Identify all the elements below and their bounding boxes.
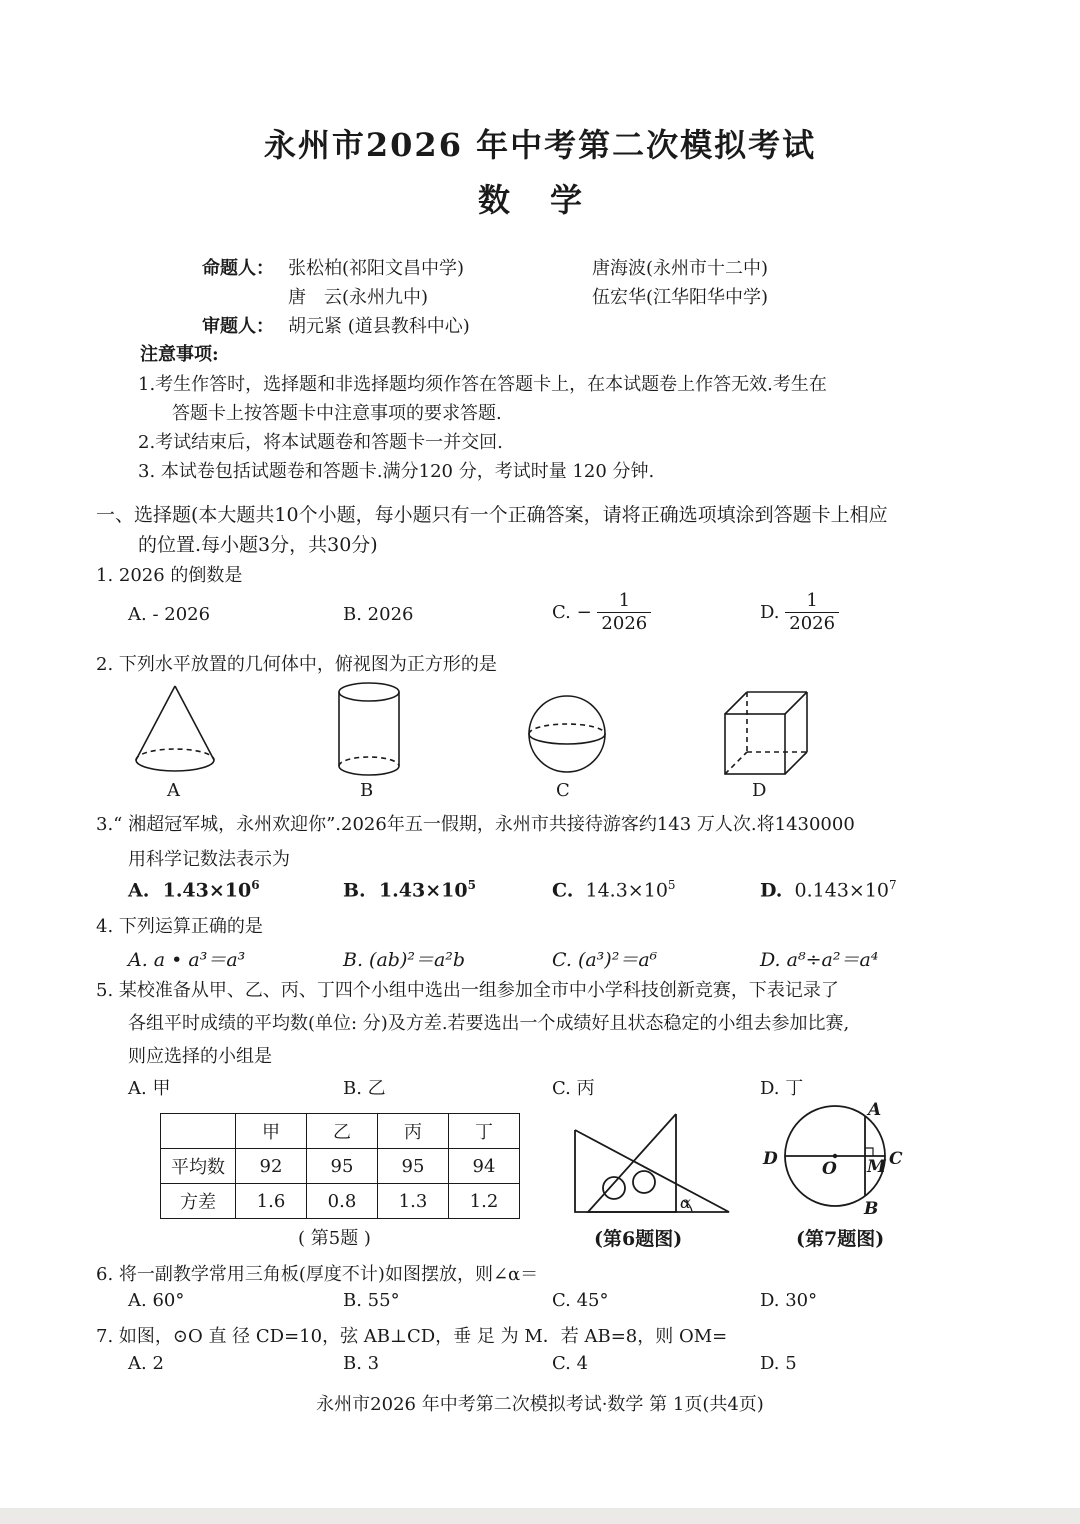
- alpha-label: α: [680, 1193, 691, 1212]
- q2-label-d: D: [752, 780, 767, 801]
- q4-stem: 4. 下列运算正确的是: [96, 916, 263, 937]
- table-cell: 丙: [378, 1114, 449, 1149]
- q5-stem-line-1: 5. 某校准备从甲、乙、丙、丁四个小组中选出一组参加全市中小学科技创新竞赛，下表记录了: [96, 980, 839, 1001]
- note-3: 3. 本试卷包括试题卷和答题卡.满分120 分，考试时量 120 分钟.: [138, 461, 655, 482]
- q3-stem-line-1: 3.“ 湘超冠军城，永州欢迎你”.2026年五一假期，永州市共接待游客约143 万人次.将1430000: [96, 814, 855, 835]
- q2-label-a: A: [167, 780, 180, 801]
- reviewer-label: 审题人：: [202, 316, 274, 337]
- q5-option-b: B. 乙: [343, 1078, 386, 1099]
- q3-option-d: [760, 878, 897, 901]
- fig7-caption: (第7题图): [796, 1228, 885, 1250]
- q1-d-numerator: 1: [806, 590, 818, 611]
- q3-a-label: A.: [128, 879, 150, 902]
- q1-c-fraction: [597, 590, 651, 635]
- fig6-set-squares: [566, 1108, 736, 1220]
- q6-option-b: B. 55°: [343, 1290, 400, 1311]
- fig7-circle-diagram: [758, 1096, 918, 1221]
- table-cell: 95: [307, 1149, 378, 1184]
- q7-option-c: C. 4: [552, 1353, 589, 1374]
- table-cell: 1.2: [449, 1184, 520, 1219]
- q3-option-b: [343, 878, 476, 901]
- fig6-caption: (第6题图): [594, 1228, 683, 1250]
- set-square-hole-1: [603, 1177, 625, 1199]
- q1-d-label: D.: [760, 602, 780, 623]
- q7-stem: 7. 如图，⊙O 直 径 CD=10，弦 AB⊥CD，垂 足 为 M．若 AB=8，则 OM=: [96, 1326, 728, 1347]
- q1-option-a: A. - 2026: [128, 604, 211, 625]
- q2-label-c: C: [556, 780, 570, 801]
- q1-d-denominator: 2026: [785, 612, 839, 635]
- q7-option-d: D. 5: [760, 1353, 797, 1374]
- section-1-subheading: 的位置.每小题3分，共30分): [138, 534, 378, 556]
- label-c: C: [889, 1149, 903, 1169]
- q1-d-fraction: [785, 590, 839, 635]
- q7-option-a: A. 2: [128, 1353, 164, 1374]
- table-cell: 92: [236, 1149, 307, 1184]
- q3-stem-line-2: 用科学记数法表示为: [128, 849, 290, 870]
- table-cell: 1.6: [236, 1184, 307, 1219]
- q6-option-d: D. 30°: [760, 1290, 818, 1311]
- table-cell: 0.8: [307, 1184, 378, 1219]
- label-b: B: [864, 1199, 879, 1219]
- q1-option-c: [552, 590, 651, 635]
- q4-option-c: C. (a³)²＝a⁶: [552, 949, 658, 971]
- table-cell: 95: [378, 1149, 449, 1184]
- center-point: [833, 1154, 837, 1158]
- cone-solid: [136, 686, 214, 771]
- q3-d-exponent: 7: [889, 878, 897, 892]
- table-row: [161, 1184, 520, 1219]
- table-cell: 甲: [236, 1114, 307, 1149]
- q3-d-label: D.: [760, 879, 783, 902]
- scan-edge: [0, 1508, 1080, 1524]
- table-header-row: [161, 1114, 520, 1149]
- set-square-30-60: [588, 1114, 676, 1212]
- set-square-hole-2: [633, 1171, 655, 1193]
- section-1-heading: 一、选择题(本大题共10个小题，每小题只有一个正确答案，请将正确选项填涂到答题卡上相应: [96, 504, 888, 526]
- q3-b-base: 1.43×10: [378, 879, 468, 902]
- q3-c-base: 14.3×10: [585, 879, 668, 902]
- label-d: D: [763, 1149, 778, 1169]
- setter-name-4: 伍宏华(江华阳华中学): [592, 287, 769, 308]
- cube-solid: [725, 692, 807, 774]
- q4-option-b: B. (ab)²＝a²b: [343, 949, 466, 971]
- q3-b-label: B.: [343, 879, 366, 902]
- q5-table-caption: ( 第5题 ): [298, 1228, 371, 1249]
- table-cell: 方差: [161, 1184, 236, 1219]
- table-row: [161, 1149, 520, 1184]
- q3-d-base: 0.143×10: [794, 879, 890, 902]
- table-cell: [161, 1114, 236, 1149]
- table-cell: 丁: [449, 1114, 520, 1149]
- q1-c-label: C.: [552, 602, 571, 623]
- note-1-line-1: 1.考生作答时，选择题和非选择题均须作答在答题卡上，在本试题卷上作答无效.考生在: [138, 374, 827, 395]
- q1-c-numerator: 1: [618, 590, 631, 611]
- note-1-line-2: 答题卡上按答题卡中注意事项的要求答题.: [172, 403, 502, 424]
- q6-option-a: A. 60°: [128, 1290, 185, 1311]
- q5-stem-line-3: 则应选择的小组是: [128, 1046, 272, 1067]
- table-cell: 平均数: [161, 1149, 236, 1184]
- q1-c-denominator: 2026: [597, 612, 651, 635]
- label-m: M: [867, 1157, 886, 1177]
- q2-label-b: B: [360, 780, 374, 801]
- q5-option-a: A. 甲: [128, 1078, 171, 1099]
- exam-title: 永州市2026 年中考第二次模拟考试: [263, 126, 817, 164]
- label-o: O: [822, 1159, 837, 1179]
- q6-stem: 6. 将一副教学常用三角板(厚度不计)如图摆放，则∠α＝: [96, 1264, 539, 1285]
- q3-c-label: C.: [552, 879, 574, 902]
- q5-stem-line-2: 各组平时成绩的平均数(单位: 分)及方差.若要选出一个成绩好且状态稳定的小组去参加比赛,: [128, 1013, 850, 1034]
- right-angle-mark: [865, 1148, 873, 1156]
- q3-option-a: [128, 878, 260, 901]
- q4-option-d: D. a⁸÷a²＝a⁴: [760, 949, 879, 971]
- sphere-solid: [529, 696, 605, 772]
- cylinder-solid: [339, 683, 399, 775]
- setter-name-1: 张松柏(祁阳文昌中学): [288, 258, 465, 279]
- q3-c-exponent: 5: [667, 878, 676, 892]
- subject-title: 数学: [477, 181, 622, 219]
- setter-name-2: 唐海波(永州市十二中): [592, 258, 769, 279]
- q1-option-d: [760, 590, 839, 635]
- q6-option-c: C. 45°: [552, 1290, 609, 1311]
- q1-stem: 1. 2026 的倒数是: [96, 565, 243, 586]
- q4-option-a: A. a • a³＝a³: [128, 949, 246, 971]
- q1-c-sign: −: [576, 602, 592, 623]
- note-2: 2.考试结束后，将本试题卷和答题卡一并交回.: [138, 432, 503, 453]
- q3-b-exponent: 5: [467, 878, 476, 892]
- page-footer: 永州市2026 年中考第二次模拟考试·数学 第 1页(共4页): [316, 1394, 764, 1415]
- reviewer-name: 胡元紧 (道县教科中心): [288, 316, 470, 337]
- q5-option-c: C. 丙: [552, 1078, 595, 1099]
- q2-solids-figure: [120, 680, 840, 800]
- q3-a-exponent: 6: [251, 878, 260, 892]
- label-a: A: [868, 1100, 882, 1120]
- table-cell: 94: [449, 1149, 520, 1184]
- q5-option-d: D. 丁: [760, 1078, 804, 1099]
- notes-heading: 注意事项:: [140, 344, 219, 365]
- q3-a-base: 1.43×10: [162, 879, 252, 902]
- table-cell: 1.3: [378, 1184, 449, 1219]
- setter-label: 命题人：: [202, 258, 274, 279]
- q1-option-b: B. 2026: [343, 604, 414, 625]
- table-cell: 乙: [307, 1114, 378, 1149]
- q2-stem: 2. 下列水平放置的几何体中，俯视图为正方形的是: [96, 654, 497, 675]
- q5-data-table: [160, 1113, 520, 1219]
- q7-option-b: B. 3: [343, 1353, 380, 1374]
- setter-name-3: 唐 云(永州九中): [288, 287, 429, 308]
- q3-option-c: [552, 878, 676, 901]
